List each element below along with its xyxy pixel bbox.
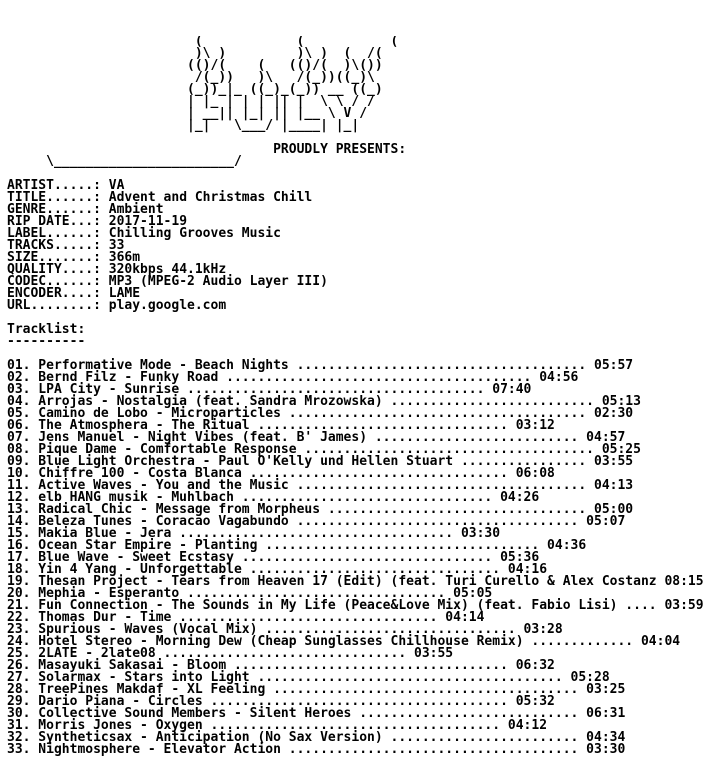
info-key: ARTIST.....: xyxy=(7,178,101,193)
track-item: 31. Morris Jones - Oxygen ..................................... 04:12 xyxy=(7,718,548,733)
release-info-block xyxy=(7,180,728,312)
track-item: 12. elb HANG musik - Muhlbach ................................ 04:26 xyxy=(7,490,540,505)
info-value: MP3 (MPEG-2 Audio Layer III) xyxy=(100,274,328,289)
info-value: 2017-11-19 xyxy=(100,214,188,229)
track-item: 21. Fun Connection - The Sounds in My Life (Peace&Love Mix) (feat. Fabio Lisi) .... 03:59 xyxy=(7,598,704,613)
track-item: 04. Arrojas - Nostalgia (feat. Sandra Mrozowska) .......................... 05:13 xyxy=(7,394,641,409)
info-value: VA xyxy=(100,178,125,193)
track-item: 26. Masayuki Sakasai - Bloom ................................... 06:32 xyxy=(7,658,555,673)
track-item: 13. Radical Chic - Message from Morpheus ................................. 05:00 xyxy=(7,502,634,517)
track-item: 05. Camino de Lobo - Microparticles ...................................... 02:30 xyxy=(7,406,634,421)
ascii-art-line: (()/( ( (()/( )\()) xyxy=(7,58,383,73)
info-value: 320kbps 44.1kHz xyxy=(100,262,227,277)
track-item: 18. Yin 4 Yang - Unforgettable ................................ 04:16 xyxy=(7,562,548,577)
info-value: Chilling Grooves Music xyxy=(100,226,281,241)
info-value: LAME xyxy=(100,286,141,301)
info-key: URL........: xyxy=(7,298,101,313)
ascii-art-logo xyxy=(7,36,728,168)
tracklist xyxy=(7,360,728,756)
track-item: 03. LPA City - Sunrise ...................................... 07:40 xyxy=(7,382,532,397)
track-item: 24. Hotel Stereo - Morning Dew (Cheap Sunglasses Chillhouse Remix) ............. 04:04 xyxy=(7,634,681,649)
tracklist-underline: ---------- xyxy=(7,334,86,349)
info-value: Advent and Christmas Chill xyxy=(100,190,313,205)
track-item: 25. 2LATE - 2late08 ............................... 03:55 xyxy=(7,646,454,661)
track-item: 23. Spurious - Waves (Vocal Mix) ................................ 03:28 xyxy=(7,622,563,637)
info-key: RIP DATE...: xyxy=(7,214,101,229)
track-item: 02. Bernd Filz - Funky Road ....................................... 04:56 xyxy=(7,370,579,385)
nfo-document xyxy=(7,36,728,780)
ascii-art-line: ( ( ( xyxy=(7,36,399,49)
track-item: 17. Blue Wave - Sweet Ecstasy ................................ 05:36 xyxy=(7,550,540,565)
info-value: Ambient xyxy=(100,202,164,217)
track-item: 27. Solarmax - Stars into Light ....................................... 05:28 xyxy=(7,670,610,685)
info-key: SIZE.......: xyxy=(7,250,101,265)
ascii-art-line: PROUDLY PRESENTS: xyxy=(7,142,407,157)
track-item: 29. Dario Piana - Circles ...................................... 05:32 xyxy=(7,694,555,709)
track-item: 16. Ocean Star Empire - Planting ................................... 04:36 xyxy=(7,538,587,553)
track-item: 09. Blue Light Orchestra - Paul O'Kelly und Hellen Stuart ................ 03:55 xyxy=(7,454,634,469)
info-key: CODEC......: xyxy=(7,274,101,289)
info-key: LABEL......: xyxy=(7,226,101,241)
ascii-art-line: |_| \___/ |____| |_| xyxy=(7,118,360,133)
track-item: 11. Active Waves - You and the Music ..................................... 04:13 xyxy=(7,478,634,493)
track-item: 01. Performative Mode - Beach Nights ..................................... 05:57 xyxy=(7,358,634,373)
track-item: 22. Thomas Dur - Time ................................. 04:14 xyxy=(7,610,485,625)
track-item: 14. Beleza Tunes - Coracao Vagabundo .................................... 05:07 xyxy=(7,514,626,529)
info-key: TITLE......: xyxy=(7,190,101,205)
track-item: 08. Pique Dame - Comfortable Response ..................................... 05:25 xyxy=(7,442,641,457)
tracklist-heading: Tracklist: xyxy=(7,322,86,337)
ascii-art-line: /(_)) )\ /(_))((_)\ xyxy=(7,70,375,85)
track-item: 30. Collective Sound Members - Silent Heroes ............................ 06:31 xyxy=(7,706,626,721)
track-item: 20. Mephia - Esperanto ................................. 05:05 xyxy=(7,586,493,601)
track-item: 32. Syntheticsax - Anticipation (No Sax Version) ........................ 04:34 xyxy=(7,730,626,745)
ascii-art-line: )\ ) )\ ) ( /( xyxy=(7,46,383,61)
track-item: 07. Jens Manuel - Night Vibes (feat. B' James) .......................... 04:57 xyxy=(7,430,626,445)
track-item: 28. TreePines Makdaf - XL Feeling ....................................... 03:25 xyxy=(7,682,626,697)
info-key: ENCODER....: xyxy=(7,286,101,301)
track-item: 19. Thesan Project - Tears from Heaven 17 (Edit) (feat. Turi Curello & Alex Costanz 08:15 xyxy=(7,574,704,589)
track-item: 15. Makia Blue - Jera ................................... 03:30 xyxy=(7,526,501,541)
info-key: TRACKS.....: xyxy=(7,238,101,253)
info-value: play.google.com xyxy=(100,298,227,313)
info-value: 366m xyxy=(100,250,141,265)
info-value: 33 xyxy=(100,238,125,253)
ascii-art-line: | __|| |_| || |__ \ V / xyxy=(7,106,368,121)
ascii-art-line: \_______________________/ xyxy=(7,154,242,169)
track-item: 10. Chiffre 100 - Costa Blanca ................................. 06:08 xyxy=(7,466,555,481)
info-key: GENRE......: xyxy=(7,202,101,217)
ascii-art-line: (_))_|_ ((_)_(_)) __ ((_) xyxy=(7,82,383,97)
track-item: 06. The Atmosphera - The Ritual ................................ 03:12 xyxy=(7,418,555,433)
track-item: 33. Nightmosphere - Elevator Action ..................................... 03:30 xyxy=(7,742,626,757)
ascii-art-line: | |_ | | | || | \ \ / / xyxy=(7,94,375,109)
info-row xyxy=(7,300,728,312)
info-key: QUALITY....: xyxy=(7,262,101,277)
